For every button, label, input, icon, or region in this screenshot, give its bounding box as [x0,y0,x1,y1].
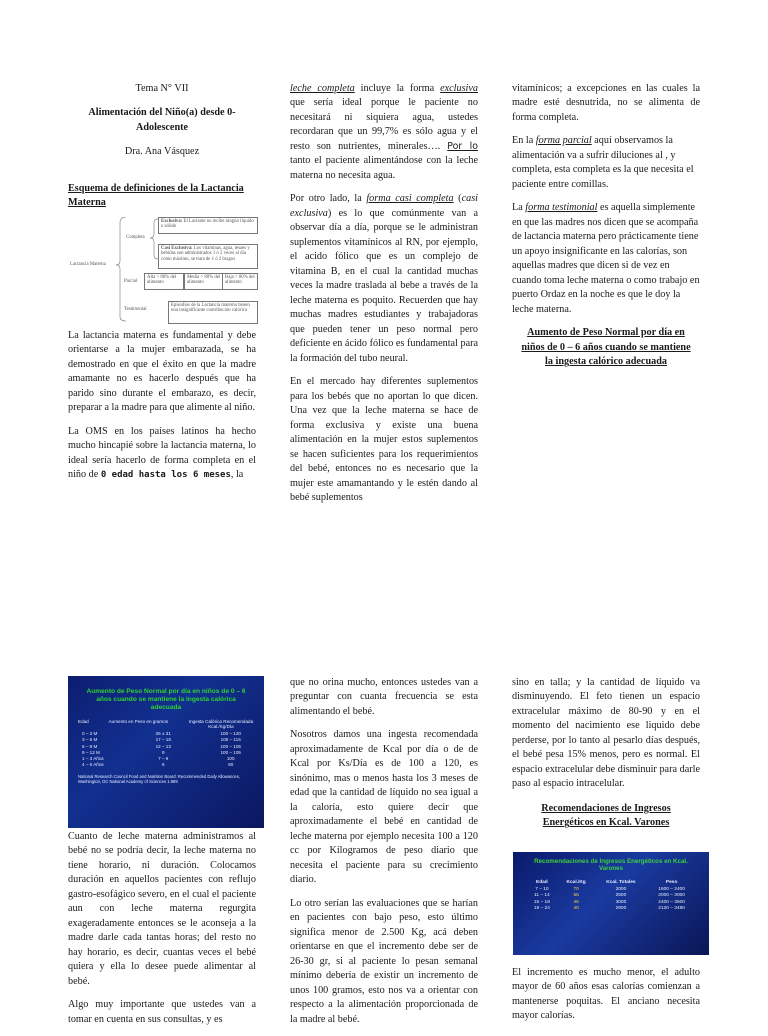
text: La [512,202,526,214]
por-lo-underline: Por lo [447,140,478,152]
paragraph-cuanto-leche: Cuanto de leche materna administramos al bebé no se podría decir, la leche materna no tiene horario, ni duración. Colocamos duración en aquellos pacientes con reflujo gastro-esofágico severo, en el cual el paciente aun con leche materna regurgita exageradamente entonces se le aconseja a la madre darle cada tantas horas; del resto no hay horario, es decir, cuantas veces el bebé quiera y ella lo desee puede alimentar al bebé. [68,831,256,987]
slide1-h-aumento: Aumento en Peso en gramos [108,718,169,724]
text: Por otro lado, la [290,193,367,205]
slide1-cell: 100 – 105 [220,743,241,749]
column-2-lower [290,676,478,1036]
text: En la [512,135,536,147]
diagram-exclusiva-text: El Lactante no recibe ningún líquido o sólido [161,218,254,230]
diagram-exclusiva-label: Exclusiva: [161,218,183,224]
slide2-cell: 55 [573,893,579,899]
slide1-cell: 9 [161,749,165,755]
slide1-cell: 17 – 18 [155,737,171,743]
column-3-lower [512,676,700,831]
text: aquí observamos la alimentación va a sufrir diluciones al , y completa, esta completa es la que necesita el paciente entre comillas. [512,135,694,190]
slide1-cell: 7 – 9 [158,756,169,762]
diagram-casi-box [158,244,258,269]
slide1-cell: 26 ± 31 [155,731,171,737]
term-casi-exclusiva: casi exclusiva [290,193,478,219]
slide2-cell: 70 [573,886,579,892]
slide2-header-cell: Kcal./Kg [566,879,586,885]
term-forma-testimonial: forma testimonial [525,202,598,214]
slide2-cell: 2400 – 3600 [658,899,685,905]
term-casi-completa: forma casi completa [366,193,454,205]
slide2-row [526,886,696,893]
slide2-cell: 2000 [615,886,627,892]
paragraph-evaluaciones: Lo otro serían las evaluaciones que se harían en pacientes con bajo peso, esto último significa menor de 2.500 Kg, acá deben orientarse en que el incremento debe ser de 26-30 gr, si al paciente lo pesan semanal mínimo debería de existir un incremento de unos 100 gramos, esto nos va a orientar con respecto a la alimentación proporcionada de la madre al bebé. [290,897,478,1025]
text: es aquella simplemente en que las madres nos dicen que se acompaña de lactancia materna pero prácticamente tiene un apoyo insignificante en las calorías, son aquellas madres que dicen si de vez en cuando toma leche materna o como trabajo en puerto Ordaz en la noche es que le doy la leche materna. [512,202,700,315]
slide2-cell: 1600 – 2400 [658,886,685,892]
paragraph-lactancia-fundamental: La lactancia materna es fundamental y debe orientarse a la mujer embarazada, se ha demostrado en que el éxito en que la madre amamante no es hacerlo después que ha parido sino durante el embarazo, es decir, preparar a la madre para que alimente al niño. [68,329,256,414]
slide1-header [68,713,264,731]
slide1-source: National Research Council Food and Nutrition Board: Recommended Daily Allowances, Washington, DC National Academy of Sciences 1.989 [78,773,240,785]
slide2-cell: 45 [573,899,579,905]
text: ) es lo que comúnmente van a observar día a día, porque se le administran suplementos vitamínicos al RN, por ejemplo, el acido fólico que es un complejo de vitamina B, en el cual la cantidad muchas veces la madre traslada al bebe a través de la leche materna es poquito. Recuerden que hay muchas madres estudiantes y trabajadoras que pueden tener un peso normal pero deficiente en ácido fólico es fundamental para la formación del tubo neural. [290,207,478,364]
slide2-header-cell: Kcal. Totales [606,879,636,885]
slide2-cell: 11 – 14 [534,893,550,899]
slide1-cell: 100 – 105 [220,749,241,755]
diagram-baja-box: Baja > 80% del alimento [222,273,258,290]
paragraph-ingesta-recomendada: Nosotros damos una ingesta recomendada aproximadamente de Kcal por día o de de Kcal por Ks/Día es de 100 a 120, es sinónimo, mas o menos hasta los 3 meses de edad que la cantidad de líquido no sea igual a la caloría, esto quiere decir que aproximadamente el bebé en cantidad de leche materna por ejemplo necesita 100 a 120 cc por Kilogramos de peso diario que necesita el paciente para su crecimiento diario. [290,729,478,886]
slide2-table [526,879,696,912]
term-forma-parcial: forma parcial [535,135,592,147]
term-exclusiva: exclusiva [440,83,478,94]
tema-label: Tema N° VII [135,83,189,94]
paragraph-algo-importante: Algo muy importante que ustedes van a tomar en cuenta en sus consultas, y es [68,999,256,1025]
slide2-cell: 2000 – 3000 [658,893,685,899]
slide2-cell: 2500 [615,893,627,899]
section-heading-esquema: Esquema de definiciones de la Lactancia Materna [68,182,244,209]
paragraph-vitaminicos: vitamínicos; a excepciones en las cuales la madre esté desnutrida, no se alimenta de forma completa. [512,83,700,123]
slide1-cell: 6 – 9 M [82,743,98,749]
author: Dra. Ana Vásquez [124,146,200,158]
slide1-cell: 90 [228,762,234,768]
slide2-row [526,906,696,913]
diagram-completa: Completa [126,234,145,240]
diagram-parcial: Parcial [124,278,138,284]
slide1-cell: 12 – 13 [155,743,171,749]
paragraph-forma-testimonial [512,201,700,317]
diagram-exclusiva-box [158,217,258,234]
paragraph-no-orina: que no orina mucho, entonces ustedes van a preguntar con cuanta frecuencia se esta alimentando el bebé. [290,677,478,717]
slide2-cell: 15 – 18 [533,899,550,905]
slide1-h-edad: Edad [78,718,89,724]
slide1-cell: 9 – 12 M [82,749,100,755]
column-1 [68,82,256,492]
text: incluye la forma [354,83,441,94]
oms-text-b: , la [230,469,244,481]
slide2-cell: 3000 [615,899,627,905]
paragraph-leche-completa [290,82,478,183]
column-1-lower [68,830,256,1036]
diagram-alta-box: Alta > 80% del alimento [144,273,184,290]
slide1-cell: 4 – 6 Años [82,762,104,768]
slide1-cell: 100 [226,756,235,762]
slide1-cell: 3 – 6 M [82,737,98,743]
text: que sería ideal porque le paciente no necesitará ni siquiera agua, ustedes recordaran que un 99,7% es sólo agua y el resto son nutrientes, minerales…. [290,97,478,152]
slide2-cell: 19 – 24 [533,906,550,912]
slide2-header-cell: Edad [536,879,548,885]
column-2 [290,82,478,515]
heading-aumento-peso: Aumento de Peso Normal por día en niños de 0 – 6 años cuando se mantiene la ingesta calórico adecuada [521,327,691,368]
heading-recomendaciones: Recomendaciones de Ingresos Energéticos en Kcal. Varones [541,802,671,829]
diagram-root: Lactancia Materna [70,261,106,267]
slide2-cell: 2120 – 3480 [658,906,685,912]
oms-text-a: La OMS en los países latinos ha hecho mucho hincapié sobre la lactancia materna, lo ideal sería hacerlo de forma completa en el niño de [68,425,256,481]
slide2-title: Recomendaciones de Ingresos Energéticos en Kcal. Varones [534,858,688,873]
paragraph-casi-completa [290,192,478,366]
column-3 [512,82,700,370]
slide1-table [78,731,264,768]
text: ( [453,193,462,205]
slide1-cell: 0 – 3 M [82,731,98,737]
paragraph-incremento: El incremento es mucho menor, el adulto mayor de 60 años esas calorías comienzan a mantenerse poquitas. El anciano necesita mayor calorías. [512,967,700,1022]
slide1-cell: 105 – 115 [220,737,241,743]
slide2-header-cell: Peso [665,879,678,885]
slide1-cell: 6 [161,762,165,768]
diagram-testimonial-box: Episodios de la Lactancia materna tienen una insignificante contribución calórica [168,301,258,324]
slide1-cell: 100 – 120 [220,731,241,737]
slide-recomendaciones [513,852,709,955]
paragraph-oms [68,425,256,483]
diagram-casi-label: Casi Exclusiva: [161,245,193,251]
paragraph-mercado: En el mercado hay diferentes suplementos para los bebés que no aportan lo que dicen. Una vez que la leche materna se hace de forma exclusiva y existe una buena alimentación en la mujer estos suplementos se hacen suficientes para los requerimientos del bebé, entonces no es necesario que la mujer este amamantando y le estén dando al bebé suplementos [290,376,478,504]
slide2-cell: 40 [573,906,579,912]
slide2-cell: 7 – 10 [535,886,549,892]
slide2-row [526,892,696,899]
diagram-casi-text: Los vitaminas, agua, tesaes y bebidas son administrados 1 ó 2 veces al día como máximo, se trata de 1 ó 2 bragos [161,245,250,262]
diagram-media-box: Media > 80% del alimento [184,273,224,290]
slide-aumento-peso [68,676,264,828]
lactation-definitions-diagram [68,217,258,323]
term-leche-completa: leche completa [290,83,355,94]
diagram-testimonial: Testimonial [124,306,147,312]
oms-bold-age: 0 edad hasta los 6 meses [100,470,231,481]
slide2-cell: 2900 [615,906,627,912]
paragraph-talla: sino en talla; y la cantidad de líquido va disminuyendo. El feto tienen un espacio extracelular máximo de 80-90 y en el momento del nacimiento ese liquido debe perderse, por lo tanto al pesarlo días después, el bebé pesa 15% menos, pero es normal. El espacio extracelular debe disminuir para darle paso al espacio intracelular. [512,677,700,790]
paragraph-forma-parcial [512,134,700,192]
slide1-cell: 1 – 3 Años [82,756,104,762]
text: tanto el paciente alimentándose con la leche materna no necesita agua. [290,155,478,181]
column-3-bottom [512,966,700,1033]
document-title: Alimentación del Niño(a) desde 0-Adolescente [88,107,236,133]
slide1-h-ingesta: Ingesta Calórica Recomendada Kcal./Kg/Día [188,718,254,729]
slide2-row [526,899,696,906]
slide1-title: Aumento de Peso Normal por día en niños de 0 – 6 años cuando se mantiene la ingesta calórica adecuada [86,688,246,712]
